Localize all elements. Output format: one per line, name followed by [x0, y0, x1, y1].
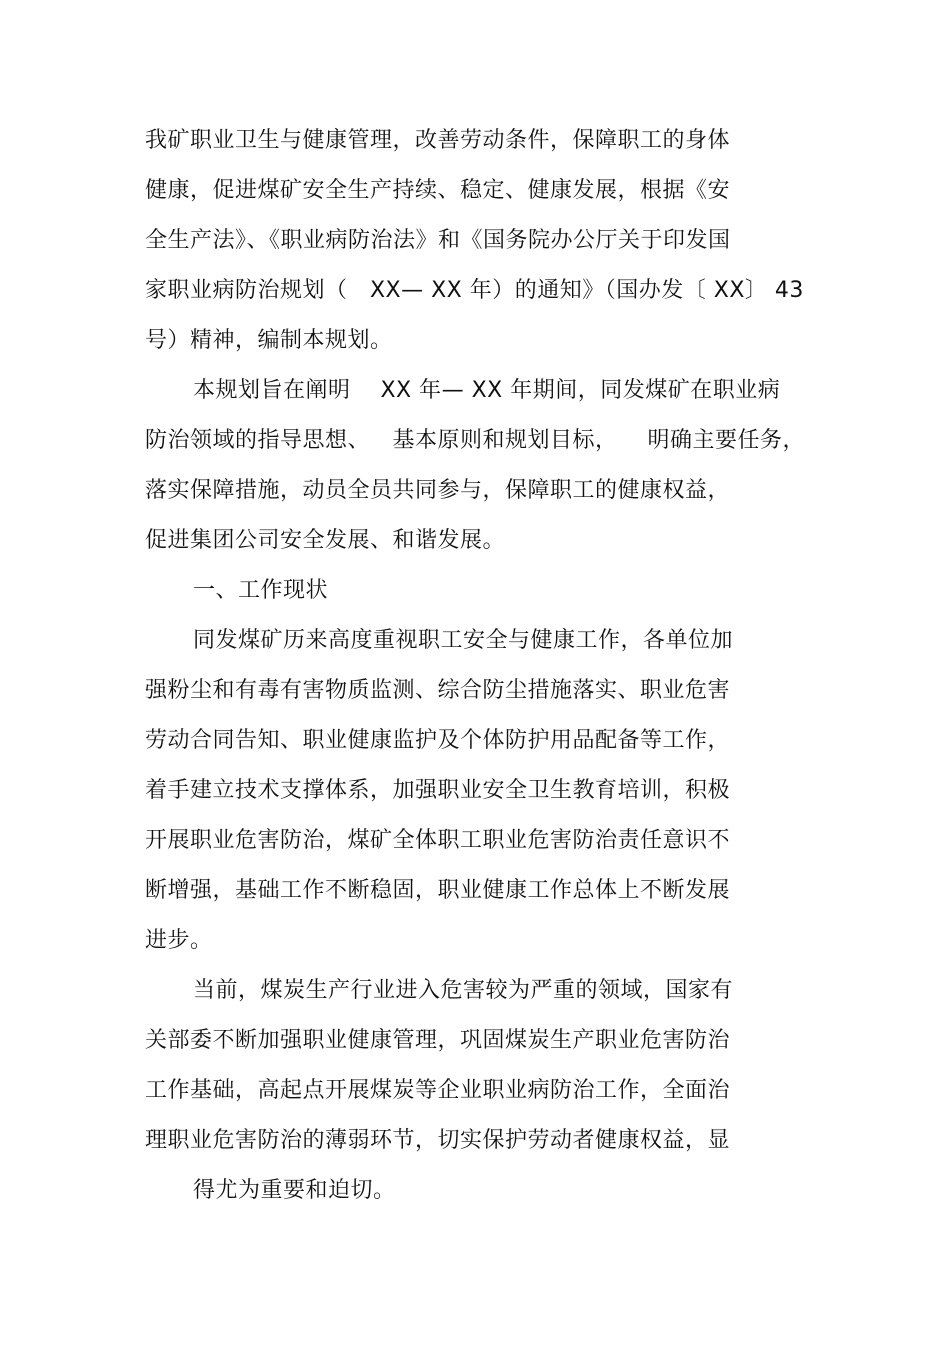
section-heading: 一、工作现状 [193, 578, 329, 603]
text-line: 当前，煤炭生产行业进入危害较为严重的领域，国家有 [193, 978, 734, 1003]
text-line: 强粉尘和有毒有害物质监测、综合防尘措施落实、职业危害 [145, 678, 731, 703]
text-line: 开展职业危害防治，煤矿全体职工职业危害防治责任意识不 [145, 828, 731, 853]
text-line: 得尤为重要和迫切。 [193, 1178, 396, 1203]
text-line: 家职业病防治规划（ XX— XX 年）的通知》（国办发〔 XX〕 43 [145, 278, 804, 303]
text-line: 全生产法》、《职业病防治法》和《国务院办公厅关于印发国 [145, 228, 731, 253]
text-line: 本规划旨在阐明 XX 年— XX 年期间，同发煤矿在职业病 [193, 378, 781, 403]
text-line: 进步。 [145, 928, 213, 953]
text-line: 健康，促进煤矿安全生产持续、稳定、健康发展，根据《安 [145, 178, 731, 203]
text-line: 促进集团公司安全发展、和谐发展。 [145, 528, 506, 553]
text-line: 防治领域的指导思想、 基本原则和规划目标， 明确主要任务， [145, 428, 805, 453]
text-line: 我矿职业卫生与健康管理，改善劳动条件，保障职工的身体 [145, 128, 731, 153]
text-line: 理职业危害防治的薄弱环节，切实保护劳动者健康权益，显 [145, 1128, 731, 1153]
text-line: 同发煤矿历来高度重视职工安全与健康工作，各单位加 [193, 628, 734, 653]
text-line: 关部委不断加强职业健康管理，巩固煤炭生产职业危害防治 [145, 1028, 731, 1053]
text-line: 着手建立技术支撑体系，加强职业安全卫生教育培训，积极 [145, 778, 731, 803]
text-line: 劳动合同告知、职业健康监护及个体防护用品配备等工作， [145, 728, 731, 753]
text-line: 断增强，基础工作不断稳固，职业健康工作总体上不断发展 [145, 878, 731, 903]
text-line: 工作基础，高起点开展煤炭等企业职业病防治工作，全面治 [145, 1078, 731, 1103]
text-line: 号）精神，编制本规划。 [145, 328, 393, 353]
text-line: 落实保障措施，动员全员共同参与，保障职工的健康权益， [145, 478, 731, 503]
